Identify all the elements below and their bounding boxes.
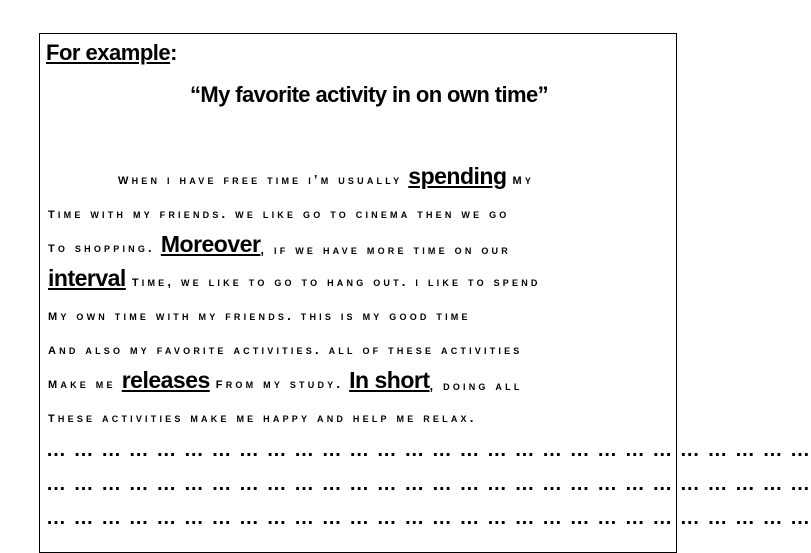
line-5-text: my own time with my friends. this is my good time	[48, 307, 471, 324]
paragraph-line-8	[48, 386, 668, 426]
keyword-in-short: In short	[349, 367, 430, 393]
keyword-interval: interval	[48, 265, 126, 291]
line-8-text: these activities make me happy and help me relax.	[48, 409, 477, 426]
line-3-text-a: to shopping.	[48, 239, 155, 256]
line-4-text: time, we like to go to hang out. i like to spend	[131, 273, 541, 290]
line-1-text-a: when i have free time i’m usually	[118, 171, 403, 188]
example-heading-colon: :	[170, 40, 177, 65]
essay-title: “My favorite activity in on own time”	[190, 82, 548, 107]
ellipsis-row-3: … … … … … … … … … … … … … … … … … … … … … … … … … … … …	[46, 507, 811, 529]
line-7-text-c: , doing all	[429, 378, 523, 393]
keyword-moreover: Moreover	[160, 231, 261, 257]
line-1-text-b: my	[512, 171, 535, 188]
line-3-text-b: , if we have more time on our	[260, 242, 511, 257]
line-7-text-b: from my study.	[215, 375, 344, 392]
ellipsis-row-2: … … … … … … … … … … … … … … … … … … … … … … … … … … … …	[46, 473, 811, 495]
example-heading	[46, 40, 177, 66]
line-6-text: and also my favorite activities. all of these activities	[48, 341, 523, 358]
keyword-releases: releases	[121, 367, 210, 393]
line-7-text-a: make me	[48, 375, 116, 392]
keyword-spending: spending	[408, 163, 507, 189]
line-2-text: time with my friends. we like go to cinema then we go	[48, 205, 510, 222]
example-heading-label: For example	[46, 40, 171, 65]
ellipsis-row-1: … … … … … … … … … … … … … … … … … … … … … … … … … … … …	[46, 439, 811, 461]
